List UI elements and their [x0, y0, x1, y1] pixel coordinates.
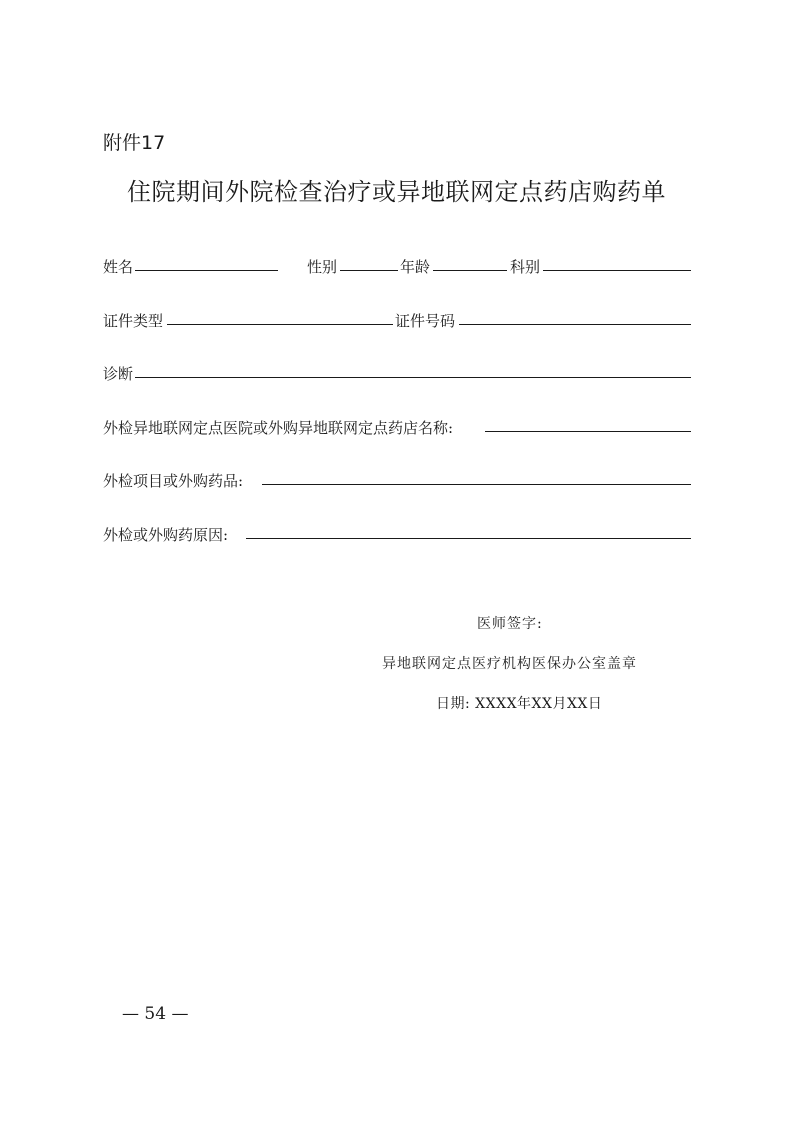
diagnosis-field[interactable] — [135, 377, 691, 378]
seal-label: 异地联网定点医疗机构医保办公室盖章 — [382, 656, 637, 672]
reason-field[interactable] — [246, 538, 691, 539]
diagnosis-label: 诊断 — [103, 365, 134, 383]
reason-label: 外检或外购药原因: — [103, 526, 229, 544]
page-title: 住院期间外院检查治疗或异地联网定点药店购药单 — [127, 178, 666, 206]
dept-label: 科别 — [510, 258, 541, 276]
dept-field[interactable] — [543, 270, 691, 271]
id-number-label: 证件号码 — [395, 312, 456, 330]
id-number-field[interactable] — [459, 324, 691, 325]
facility-label: 外检异地联网定点医院或外购异地联网定点药店名称: — [103, 419, 454, 437]
id-type-label: 证件类型 — [103, 312, 164, 330]
age-label: 年龄 — [400, 258, 431, 276]
gender-label: 性别 — [307, 258, 338, 276]
name-label: 姓名 — [103, 258, 134, 276]
items-field[interactable] — [262, 484, 691, 485]
gender-field[interactable] — [340, 270, 398, 271]
id-type-field[interactable] — [167, 324, 393, 325]
facility-field[interactable] — [485, 431, 691, 432]
name-field[interactable] — [135, 270, 278, 271]
attachment-label: 附件17 — [103, 132, 166, 154]
doctor-signature-label: 医师签字: — [477, 616, 543, 632]
items-label: 外检项目或外购药品: — [103, 472, 244, 490]
date-label: 日期: XXXX年XX月XX日 — [436, 696, 603, 712]
age-field[interactable] — [433, 270, 507, 271]
page-number: — 54 — — [122, 1004, 189, 1024]
